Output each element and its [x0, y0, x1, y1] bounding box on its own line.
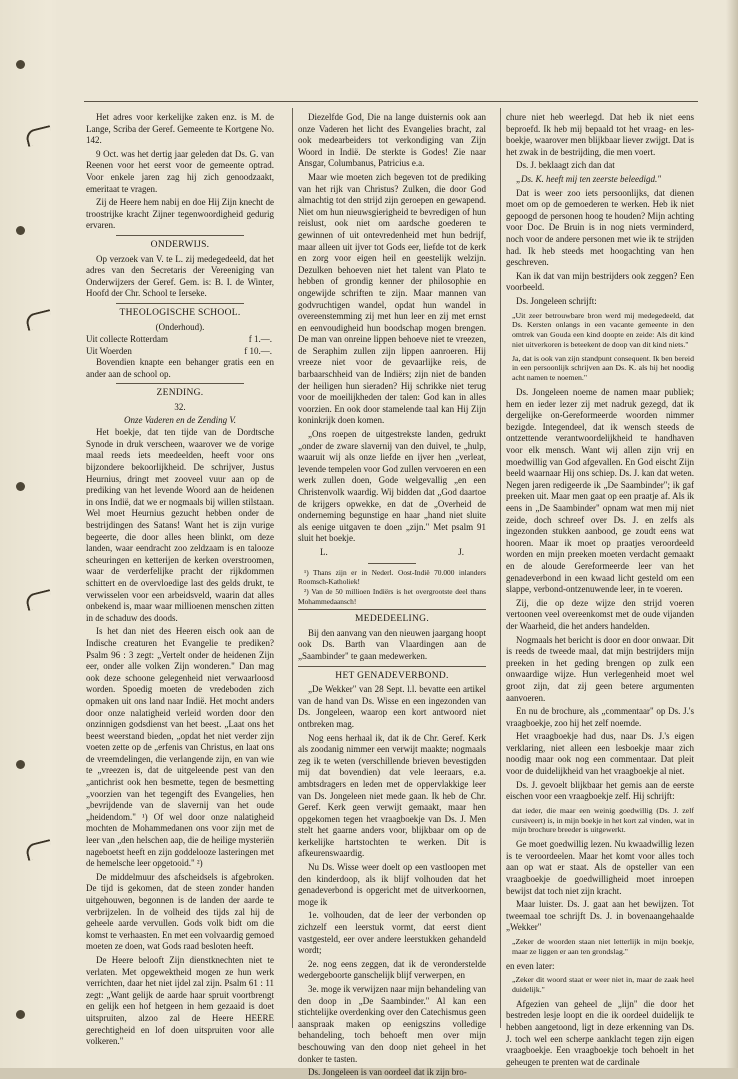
- article-title-wrap: [86, 415, 274, 427]
- block-quote: „Zeker de woorden staan niet letterlijk in mijn boekje, maar ze liggen er aan ten grondslag.": [512, 937, 694, 956]
- signature-line: [298, 547, 486, 559]
- punch-hole: [16, 760, 25, 769]
- divider: [116, 383, 244, 384]
- paragraph: Is het dan niet des Heeren eisch ook aan de Indische creaturen het Evangelie te prediken? Psalm 96 : 3 zegt: „Vertelt onder de heidenen Zijn eer, onder alle volken Zijn wonderen." Dan mag ook deze schoone gelegenheid niet verwaarloosd worden. Spoedig moeten de vredeboden zich opmaken uit ons land naar Indië. Het mocht anders door onze nalatigheid verleid worden door den onzinnigen godsdienst van het beest. „Laat ons het beest weerstand bieden, „opdat het niet verder zijn voeten zette op de „erfenis van Christus, en laat ons de vreemdelingen, die verlangende zijn, en van wie te „vreezen is, dat de uitgeleende pest van den „antichrist ook hen besmette, tegen de besmetting „voorzien van het tegengift des Evangelies, hen „bevrijdende van de slavernij van het oude „heidendom." ¹) Of wel door onze nalatigheid mochten de Mohammedanen ons voor zijn met de leer van „den helschen aap, die de heilige mysteriën nageboetst heeft en zijn goddelooze lasteringen met de hemelsche leer opgetooid." ²): [86, 626, 274, 869]
- footnote: ²) Van de 50 millioen Indiërs is het overgrootste deel thans Mohammedaansch!: [298, 587, 486, 606]
- paragraph: De middelmuur des afscheidsels is afgebroken. De tijd is gekomen, dat de steen zonder handen uitgehouwen, begonnen is de landen der aarde te verbrijzelen. In de volheid des tijds zal hij de geheele aarde vervullen. Gods volk bidt om die komst te verhaasten. En met een volvaardig gemoed moeten ze doen, wat Gods raad besloten heeft.: [86, 871, 274, 952]
- column-3: [506, 112, 694, 1067]
- block-quote: dat ieder, die maar een weinig goedwillig (Ds. J. zelf cursiveert) is, in mijn boekje in het kort zal vinden, wat in mijn brochure breeder is uitgewerkt.: [512, 805, 694, 835]
- footnote-divider: [368, 563, 416, 564]
- quote-line-wrap: [506, 174, 694, 186]
- paragraph: 9 Oct. was het dertig jaar geleden dat Ds. G. van Reenen voor het eerst voor de gemeente optrad. Voor enkele jaren zag hij zich genoodzaakt, emeritaat te vragen.: [86, 148, 274, 194]
- paragraph: Bij den aanvang van den nieuwen jaargang hoopt ook Ds. Barth van Vlaardingen aan de „Saambinder" te gaan medewerken.: [298, 627, 486, 661]
- paragraph: Ds. Jongeleen schrijft:: [516, 295, 597, 306]
- paragraph: Zij de Heere hem nabij en doe Hij Zijn knecht de troostrijke kracht Zijner tegenwoordigheid gedurig ervaren.: [86, 197, 274, 231]
- divider: [298, 609, 486, 610]
- paragraph: Nog eens herhaal ik, dat ik de Chr. Geref. Kerk als zoodanig nimmer een verwijt maakte; nogmaals zeg ik te weten (verschillende brieven bevestigden mij dat bovendien) dat vele leeraars, e.a. ambtsdragers en leden met de oppervlakkige leer van Ds. Jongeleen niet mede gaan. Ik heb de Chr. Geref. Kerk geen verwijt gemaakt, maar hen opgekomen tegen het vraagboekje van Ds. J. Men stelt het gaarne anders voor, blijkbaar om op de kerkelijke hartstochten te werken. Dit is afkeurenswaardig.: [298, 732, 486, 859]
- donation-label: Uit collecte Rotterdam: [86, 334, 168, 345]
- section-heading-onderwijs: ONDERWIJS.: [150, 239, 210, 250]
- punch-hole: [16, 482, 25, 491]
- divider: [298, 666, 486, 667]
- paragraph: Zij, die op deze wijze den strijd voeren vertoonen veel overeenkomst met de oude vijanden der Waarheid, die het anders handelden.: [506, 597, 694, 631]
- paragraph: Dat is weer zoo iets persoonlijks, dat dienen moet om op de gemoederen te werken. Heb ik niet gepoogd de personen hoog te houden? Mijn achting voor Doc. De Bruin is in nog niets verminderd, noch voor de andere personen met wie ik te strijden had. Ik heb steeds met hoogachting van hen geschreven.: [506, 187, 694, 268]
- quote-line: „Ds. K. heeft mij ten zeerste beleedigd.": [516, 173, 662, 184]
- paragraph: „De Wekker" van 28 Sept. l.l. bevatte een artikel van de hand van Ds. Wisse en een ingezonden van Ds. Jongeleen, waarop een kort antwoord niet ontbreken mag.: [298, 684, 486, 729]
- top-rule: [84, 101, 698, 102]
- paragraph: 1e. volhouden, dat de leer der verbonden op zichzelf een leerstuk vormt, dat eerst dient vastgesteld, eer over andere leerstukken gehandeld wordt;: [298, 910, 486, 956]
- article-number: 32.: [174, 402, 186, 413]
- block-quote: „Zeker dit woord staat er weer niet in, maar de zaak heel duidelijk.": [512, 975, 694, 994]
- column-rule: [292, 108, 293, 1028]
- paragraph: Ds. J. gevoelt blijkbaar het gemis aan de eerste eischen voor een vraagboekje zelf. Hij schrijft:: [506, 779, 694, 802]
- paragraph: En nu de brochure, als „commentaar" op Ds. J.'s vraagboekje, zoo hij het zelf noemde.: [506, 706, 694, 728]
- paragraph: Het adres voor kerkelijke zaken enz. is M. de Lange, Scriba der Geref. Gemeente te Kortgene No. 142.: [86, 112, 274, 146]
- article-title: Onze Vaderen en de Zending V.: [124, 414, 236, 425]
- section-heading-zending: ZENDING.: [156, 388, 204, 399]
- paragraph: en even later:: [506, 960, 555, 971]
- paragraph: Ds. Jongeleen is van oordeel dat ik zijn bro-: [308, 1067, 467, 1078]
- column-1: [86, 112, 274, 1047]
- column-2: [298, 112, 486, 1078]
- paragraph: „Ons roepen de uitgestrekste landen, gedrukt „onder de zware slavernij van den duivel, te „hulp, waaruit wij als onze liefde en ijver hen „verleat, levende tempelen voor God zullen vervoeren en een werk zullen doen, Gode welgevallig „en een Christenvolk waardig. Wij bidden dat „God daartoe de krijgers opwekke, en dat de „Overheid de onderneming begunstige en haar „hand niet sluite als eenige uitgaven te doen „zijn." Met psalm 91 sluit het boekje.: [298, 429, 486, 544]
- paragraph: Ds. J. beklaagt zich dan dat: [516, 160, 615, 171]
- paragraph: Het boekje, dat ten tijde van de Dordtsche Synode in druk verscheen, waarover we de vorige maal reeds iets meedeelden, heeft voor ons bijzondere bekoorlijkheid. De schrijver, Justus Heurnius, dringt met zooveel vuur aan op de prediking van het levende Woord aan de heidenen in ons Indië, dat we er nogmaals bij willen stilstaan. Wel moet Heurnius gezucht hebben onder de bestrijdingen des Satans! Want het is zijn vurige begeerte, die door alles heen blinkt, om deze landen, waar eendracht zoo zeldzaam is en talooze scheuringen en ketterijen de kerken overstroomen, waar de verderfelijke pracht der rijkdommen schittert en de overvloedige last des gelds drukt, te verwisselen voor een arbeidsveld, waarin dat alles onbekend is, maar waar millioenen menschen zitten in de schaduw des doods.: [86, 427, 274, 623]
- block-quote: Ja, dat is ook van zijn standpunt consequent. Ik ben bereid in een persoonlijk schrijven aan Ds. K. als hij het noodig acht namen te noemen.": [512, 353, 694, 383]
- block-quote: „Uit zeer betrouwbare bron werd mij medegedeeld, dat Ds. Kersten onlangs in een vacante gemeente in den omtrek van Gouda een kind doopte en zeide: Als dit kind niet uitverkoren is beteekent de doop van dit kind niets.": [512, 310, 694, 349]
- paragraph: Op verzoek van V. te L. zij medegedeeld, dat het adres van den Secretaris der Vereeniging van Onderwijzers der Geref. Gem. is: B. I. de Winter, Hoofd der Chr. School te Ierseke.: [86, 253, 274, 299]
- page-edge-shadow: [726, 0, 738, 1068]
- paragraph: Kan ik dat van mijn bestrijders ook zeggen? Een voorbeeld.: [506, 270, 694, 293]
- punch-hole: [16, 226, 25, 235]
- paragraph: Maar luister. Ds. J. gaat aan het bewijzen. Tot tweemaal toe schrijft Ds. J. in bovenaangehaalde „Wekker": [506, 899, 694, 933]
- paragraph: Diezelfde God, Die na lange duisternis ook aan onze Vaderen het licht des Evangelies bracht, zal ook medearbeiders tot verkondiging van Zijn Woord in Indië. De sterkte is Godes! Zie naar Ansgar, Columbanus, Patricius e.a.: [298, 112, 486, 169]
- donation-amount: f 1.—.: [248, 334, 272, 345]
- donation-row: [86, 346, 274, 358]
- paragraph: De Heere belooft Zijn dienstknechten niet te verlaten. Met opgewektheid mogen ze hun werk verrichten, daar het niet ijdel zal zijn. Psalm 61 : 11 zegt: „Want gelijk de aarde haar spruit voortbrengt en gelijk een hof hetgeen in hem gezaaid is doet uitspruiten, alzoo zal de Heere HEERE gerechtigheid en lof doen uitspruiten voor alle volkeren.": [86, 954, 274, 1047]
- paragraph: Nu Ds. Wisse weer doelt op een vastloopen met den kinderdoop, als ik blijf volhouden dat het genadeverbond is opgericht met de uitverkoornen, moge ik: [298, 862, 486, 907]
- column-rule: [500, 108, 501, 1028]
- section-heading-mededeeling: MEDEDEELING.: [354, 614, 430, 625]
- punch-hole: [16, 60, 25, 69]
- section-heading-genadeverbond: HET GENADEVERBOND.: [335, 670, 449, 681]
- section-subheading: (Onderhoud).: [155, 321, 205, 332]
- donation-amount: f 10.—.: [244, 345, 272, 356]
- donation-row: [86, 334, 274, 346]
- paragraph: Ge moet goedwillig lezen. Nu kwaadwillig lezen is te veroordeelen. Maar het komt voor alles toch aan op wat er staat. Als de opsteller van een vraagboekje de goedwilligheid moet inroepen bewijst dat toch niet zijn kracht.: [506, 839, 694, 896]
- binding-hook: [24, 839, 53, 861]
- paragraph: Bovendien knapte een behanger gratis een en ander aan de school op.: [86, 357, 274, 379]
- paragraph: Afgezien van geheel de „lijn" die door het bestreden lesje loopt en die ik oordeel duidelijk te hebben aangetoond, ligt in deze erkenning van Ds. J. toch wel een scherpe aanklacht tegen zijn eigen vraagboekje. Een vraagboekje toch behoelt in het geheugen te prenten wat de cardinale: [506, 998, 694, 1067]
- paragraph: Ds. Jongeleen noeme de namen maar publiek; hem en ieder lezer zij met nadruk gezegd, dat ik dergelijke on-Gereformeerde woorden nimmer bezigde. Integendeel, dat ik wensch steeds de ontzettende verantwoordelijkheid te handhaven voor elk mensch. Want wij allen zijn vrij en moedwillig van God afgevallen. En God eischt Zijn beeld waarnaar Hij ons schiep. Ds. J. kan dat weten. Negen jaren redigeerde ik „De Saambinder"; ik gaf preeken uit. Maar men gaat op een praatje af. Als ik eens in „De Saambinder" opnam wat men mij niet zeide, doch schreef over Ds. J. en zelfs als ingezonden stukken aanbood, ge zoudt eens wat hooren. Maar ik moet op praatjes veroordeeld worden en mijn preeken moeten verdacht gemaakt en de aloude Gereformeerde leer van het genadeverbond in een kwaad licht gesteld om een slappe, verbond-ontzenuwende leer, in te voeren.: [506, 387, 694, 595]
- donation-label: Uit Woerden: [86, 345, 132, 356]
- paragraph: Het vraagboekje had dus, naar Ds. J.'s eigen verklaring, niet alleen een lesboekje maar zich noodig maar ook nog een commentaar. Dat pleit voor de duidelijkheid van het vraagboekje al niet.: [506, 731, 694, 777]
- paragraph: 2e. nog eens zeggen, dat ik de veronderstelde wedergeboorte ganschelijk blijf verwerpen, en: [298, 958, 486, 981]
- paragraph: Nogmaals het bericht is door en door onwaar. Dit is reeds de tweede maal, dat mijn bestrijders mijn preeken in het geding brengen op zulk een onwaardige wijze. Hun verlegenheid moet wel groot zijn, dat zij geen betere argumenten aanvoeren.: [506, 634, 694, 703]
- binding-hook: [24, 309, 53, 331]
- punch-hole: [16, 1010, 25, 1019]
- signature-initial: L.: [320, 546, 328, 557]
- paragraph: chure niet heb weerlegd. Dat heb ik niet eens beproefd. Ik heb mij bepaald tot het vraag- en les-boekje, waarover men blijkbaar liever zwijgt. Dat is het zwak in de bestrijding, die men voert.: [506, 112, 694, 157]
- binding-margin: [0, 0, 60, 1068]
- footnote: ¹) Thans zijn er in Nederl. Oost-Indië 70.000 inlanders Roomsch-Katholiek!: [298, 567, 486, 586]
- divider: [116, 235, 244, 236]
- binding-hook: [24, 125, 53, 147]
- binding-hook: [24, 589, 53, 611]
- section-heading-school: THEOLOGISCHE SCHOOL.: [119, 307, 241, 318]
- paragraph: Maar wie moeten zich begeven tot de prediking van het rijk van Christus? Zulken, die door God almachtig tot den strijd zijn geroepen en gewapend. Niet om hun nieuwsgierigheid te bevredigen of hun reislust, ook niet om aardsche goederen te gewinnen of uit ontevredenheid met hun bedrijf, maar alleen uit ijver tot Gods eer, liefde tot de kerk en zorg voor eigen heil en geestelijk welzijn. Dezulken behoeven niet het talent van Plato te hebben of grondig kenner der philosophie en ongewijde schriften te zijn. Maar mannen van godvruchtigen wandel, opdat hun wandel in overeenstemming zij met hun leer en zij met ernst en eenvoudigheid hun boodschap mogen brengen. De man van onreine lippen behoeve niet te vreezen, de Seraphim zullen zijn lippen aanroeren. Hij vreeze niet voor de gevaarlijke reis, de barbaarschheid van de Indiërs; zijn niet de banden der heiligen hun sieraden? Hij schrikke niet terug voor de moeilijkheden der talen: God kan in alles voorzien. En ook door stamelende taal kan Hij Zijn koninkrijk doen komen.: [298, 171, 486, 426]
- signature-initial: J.: [458, 546, 464, 557]
- paragraph: 3e. moge ik verwijzen naar mijn behandeling van den doop in „De Saambinder." Al kan een stichtelijke overdenking over den Catechismus geen aanspraak maken op eenigszins volledige behandeling, toch behoeft men over mijn beschouwing van den doop niet geheel in het donker te tasten.: [298, 984, 486, 1064]
- divider: [116, 303, 244, 304]
